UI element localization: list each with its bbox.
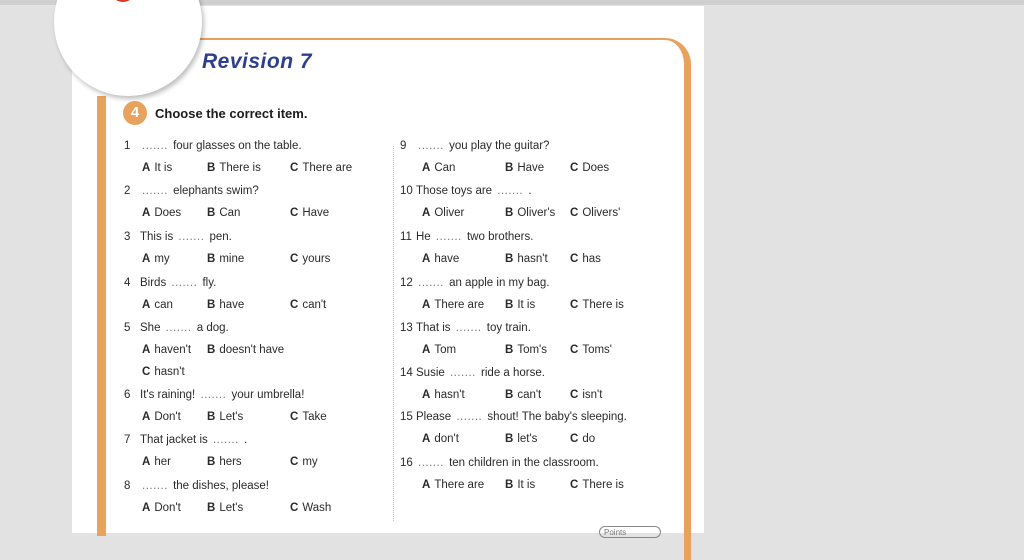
option-b[interactable]: [505, 299, 535, 311]
option-letter: C: [570, 299, 579, 311]
answer-blank: .......: [165, 322, 192, 334]
option-letter: B: [207, 411, 216, 423]
option-text: There are: [302, 162, 353, 174]
option-letter: C: [290, 456, 299, 468]
option-letter: B: [207, 456, 216, 468]
option-c[interactable]: [570, 162, 609, 174]
option-c[interactable]: [570, 389, 602, 401]
question-text-after: your umbrella!: [228, 389, 305, 401]
option-c[interactable]: [290, 502, 331, 514]
option-c[interactable]: [570, 344, 612, 356]
question-text-after: a dog.: [193, 322, 229, 334]
option-text: It is: [517, 299, 536, 311]
option-text: my: [302, 456, 318, 468]
option-letter: B: [207, 162, 216, 174]
option-letter: C: [570, 207, 579, 219]
option-text: Don't: [154, 411, 181, 423]
option-c[interactable]: [290, 253, 330, 265]
question-number: 11: [400, 231, 412, 243]
option-c[interactable]: [570, 479, 624, 491]
option-letter: A: [422, 207, 431, 219]
option-letter: C: [570, 389, 579, 401]
option-letter: A: [422, 479, 431, 491]
answer-blank: .......: [212, 434, 239, 446]
option-text: Tom: [434, 344, 457, 356]
question-text-after: you play the guitar?: [445, 140, 550, 152]
option-text: There is: [219, 162, 261, 174]
question-4: [124, 277, 216, 289]
option-letter: A: [422, 389, 431, 401]
question-6: [124, 389, 304, 401]
option-a[interactable]: [142, 411, 181, 423]
option-text: has: [582, 253, 601, 265]
option-text: Oliver's: [517, 207, 556, 219]
option-letter: C: [570, 344, 579, 356]
option-text: It is: [517, 479, 536, 491]
option-text: Let's: [219, 502, 244, 514]
option-letter: B: [505, 344, 514, 356]
question-1: [124, 140, 302, 152]
option-b[interactable]: [207, 299, 244, 311]
question-number: 10: [400, 185, 413, 197]
answer-blank: .......: [200, 389, 227, 401]
option-text: hers: [219, 456, 242, 468]
answer-blank: .......: [178, 231, 205, 243]
question-text-after: an apple in my bag.: [445, 277, 550, 289]
option-b[interactable]: [505, 433, 537, 445]
answer-blank: .......: [456, 411, 483, 423]
option-letter: C: [290, 299, 299, 311]
option-letter: B: [207, 502, 216, 514]
option-c[interactable]: [290, 299, 326, 311]
option-text: Can: [434, 162, 456, 174]
option-letter: B: [207, 207, 216, 219]
option-text: mine: [219, 253, 245, 265]
option-text: Let's: [219, 411, 244, 423]
exercise-number: 4: [123, 101, 147, 125]
option-text: doesn't have: [219, 344, 285, 356]
question-text-before: She: [140, 322, 164, 334]
question-text-after: two brothers.: [463, 231, 534, 243]
question-14: [400, 367, 545, 379]
answer-blank: .......: [435, 231, 462, 243]
question-15: [400, 411, 627, 423]
option-c[interactable]: [142, 366, 185, 378]
option-a[interactable]: [142, 502, 181, 514]
option-letter: C: [290, 253, 299, 265]
question-number: 8: [124, 480, 131, 492]
option-letter: C: [290, 502, 299, 514]
answer-blank: .......: [497, 185, 524, 197]
option-letter: C: [570, 253, 579, 265]
option-text: Have: [302, 207, 330, 219]
option-a[interactable]: [142, 253, 170, 265]
corner-badge: [54, 0, 202, 96]
option-text: have: [219, 299, 245, 311]
option-text: don't: [434, 433, 459, 445]
question-3: [124, 231, 232, 243]
option-a[interactable]: [422, 299, 484, 311]
answer-blank: .......: [171, 277, 198, 289]
option-c[interactable]: [290, 207, 329, 219]
option-b[interactable]: [207, 344, 284, 356]
option-letter: C: [570, 433, 579, 445]
option-text: It is: [154, 162, 173, 174]
option-text: Oliver: [434, 207, 465, 219]
option-text: Tom's: [517, 344, 547, 356]
option-b[interactable]: [207, 207, 240, 219]
question-number: 15: [400, 411, 413, 423]
question-text-before: He: [416, 231, 434, 243]
question-text-after: ten children in the classroom.: [445, 457, 599, 469]
option-a[interactable]: [142, 299, 173, 311]
question-2: [124, 185, 259, 197]
question-number: 9: [400, 140, 407, 152]
answer-blank: .......: [455, 322, 482, 334]
answer-blank: .......: [418, 457, 444, 469]
question-text-after: shout! The baby's sleeping.: [484, 411, 627, 423]
option-c[interactable]: [570, 433, 595, 445]
option-text: Toms': [582, 344, 612, 356]
option-letter: C: [290, 207, 299, 219]
option-text: yours: [302, 253, 331, 265]
option-text: hasn't: [434, 389, 465, 401]
question-12: [400, 277, 549, 289]
option-letter: A: [142, 299, 151, 311]
option-letter: C: [570, 162, 579, 174]
option-letter: C: [290, 162, 299, 174]
option-c[interactable]: [570, 207, 620, 219]
option-b[interactable]: [505, 479, 535, 491]
option-text: can't: [517, 389, 542, 401]
option-text: Olivers': [582, 207, 621, 219]
option-letter: B: [505, 479, 514, 491]
option-b[interactable]: [505, 344, 547, 356]
option-letter: A: [142, 207, 151, 219]
question-16: [400, 457, 599, 469]
option-a[interactable]: [422, 207, 464, 219]
option-b[interactable]: [207, 411, 243, 423]
option-a[interactable]: [142, 162, 172, 174]
question-number: 4: [124, 277, 131, 289]
option-c[interactable]: [570, 253, 601, 265]
option-c[interactable]: [290, 162, 352, 174]
option-a[interactable]: [142, 456, 171, 468]
option-text: can: [154, 299, 173, 311]
option-b[interactable]: [505, 389, 541, 401]
question-8: [124, 480, 269, 492]
question-text-after: ride a horse.: [477, 367, 545, 379]
option-text: my: [154, 253, 170, 265]
question-number: 1: [124, 140, 131, 152]
option-a[interactable]: [422, 389, 465, 401]
question-text-after: .: [240, 434, 248, 446]
answer-blank: .......: [142, 480, 168, 492]
question-text-before: Those toys are: [416, 185, 496, 197]
question-text-after: fly.: [199, 277, 217, 289]
option-a[interactable]: [422, 433, 459, 445]
option-c[interactable]: [290, 411, 327, 423]
option-b[interactable]: [207, 456, 242, 468]
question-number: 12: [400, 277, 413, 289]
option-text: hasn't: [154, 366, 185, 378]
option-letter: B: [207, 344, 216, 356]
question-text-after: four glasses on the table.: [169, 140, 302, 152]
column-divider: [393, 146, 394, 521]
question-number: 3: [124, 231, 131, 243]
option-letter: B: [505, 299, 514, 311]
option-text: Does: [154, 207, 182, 219]
question-text-before: Birds: [140, 277, 170, 289]
option-a[interactable]: [142, 207, 181, 219]
option-a[interactable]: [422, 479, 484, 491]
option-letter: C: [142, 366, 151, 378]
answer-blank: .......: [142, 140, 168, 152]
question-number: 16: [400, 457, 413, 469]
option-letter: B: [207, 253, 216, 265]
red-dot-icon: [110, 0, 136, 2]
question-5: [124, 322, 229, 334]
option-c[interactable]: [570, 299, 624, 311]
option-text: Take: [302, 411, 327, 423]
workbook-page: [72, 6, 704, 537]
question-number: 13: [400, 322, 413, 334]
option-letter: A: [422, 344, 431, 356]
question-9: [400, 140, 549, 152]
question-text-after: pen.: [206, 231, 232, 243]
option-text: There is: [582, 299, 624, 311]
option-letter: B: [505, 162, 514, 174]
option-letter: A: [142, 344, 151, 356]
option-letter: A: [142, 456, 151, 468]
option-a[interactable]: [422, 162, 455, 174]
question-number: 14: [400, 367, 413, 379]
answer-blank: .......: [418, 140, 444, 152]
option-text: hasn't: [517, 253, 548, 265]
page-title: Revision 7: [202, 50, 313, 73]
question-11: [400, 231, 533, 243]
question-text-before: This is: [140, 231, 177, 243]
points-box: Points: [599, 526, 661, 538]
option-letter: C: [290, 411, 299, 423]
option-c[interactable]: [290, 456, 318, 468]
question-text-before: Please: [416, 411, 455, 423]
option-b[interactable]: [207, 253, 244, 265]
left-accent-bar: [97, 96, 106, 536]
option-text: have: [434, 253, 460, 265]
question-text-after: toy train.: [483, 322, 531, 334]
option-text: can't: [302, 299, 327, 311]
option-text: Have: [517, 162, 545, 174]
question-7: [124, 434, 247, 446]
option-letter: A: [142, 411, 151, 423]
option-text: haven't: [154, 344, 192, 356]
option-text: Does: [582, 162, 610, 174]
option-letter: A: [142, 253, 151, 265]
option-letter: B: [505, 389, 514, 401]
option-text: There is: [582, 479, 624, 491]
option-letter: B: [505, 433, 514, 445]
option-b[interactable]: [505, 253, 548, 265]
answer-blank: .......: [449, 367, 476, 379]
option-b[interactable]: [505, 162, 544, 174]
question-number: 6: [124, 389, 131, 401]
option-a[interactable]: [422, 253, 459, 265]
option-a[interactable]: [142, 344, 191, 356]
option-letter: A: [142, 502, 151, 514]
option-text: Can: [219, 207, 241, 219]
option-letter: C: [570, 479, 579, 491]
question-text-before: That jacket is: [140, 434, 211, 446]
option-letter: A: [422, 433, 431, 445]
option-letter: A: [142, 162, 151, 174]
option-letter: A: [422, 162, 431, 174]
option-text: There are: [434, 479, 485, 491]
question-text-before: That is: [416, 322, 454, 334]
question-number: 7: [124, 434, 131, 446]
option-text: Wash: [302, 502, 332, 514]
option-letter: B: [505, 253, 514, 265]
question-text-after: .: [525, 185, 532, 197]
question-10: [400, 185, 532, 197]
question-text-before: It's raining!: [140, 389, 199, 401]
question-13: [400, 322, 531, 334]
option-text: There are: [434, 299, 485, 311]
option-letter: A: [422, 299, 431, 311]
option-b[interactable]: [207, 502, 243, 514]
question-text-after: elephants swim?: [169, 185, 259, 197]
option-text: her: [154, 456, 171, 468]
question-number: 2: [124, 185, 131, 197]
option-a[interactable]: [422, 344, 456, 356]
option-letter: A: [422, 253, 431, 265]
option-b[interactable]: [505, 207, 555, 219]
option-text: do: [582, 433, 596, 445]
question-text-after: the dishes, please!: [169, 480, 269, 492]
answer-blank: .......: [142, 185, 168, 197]
option-letter: B: [207, 299, 216, 311]
option-text: isn't: [582, 389, 603, 401]
question-text-before: Susie: [416, 367, 448, 379]
option-letter: B: [505, 207, 514, 219]
exercise-instruction: Choose the correct item.: [155, 106, 308, 121]
option-text: Don't: [154, 502, 181, 514]
option-b[interactable]: [207, 162, 261, 174]
question-number: 5: [124, 322, 131, 334]
answer-blank: .......: [418, 277, 444, 289]
option-text: let's: [517, 433, 538, 445]
